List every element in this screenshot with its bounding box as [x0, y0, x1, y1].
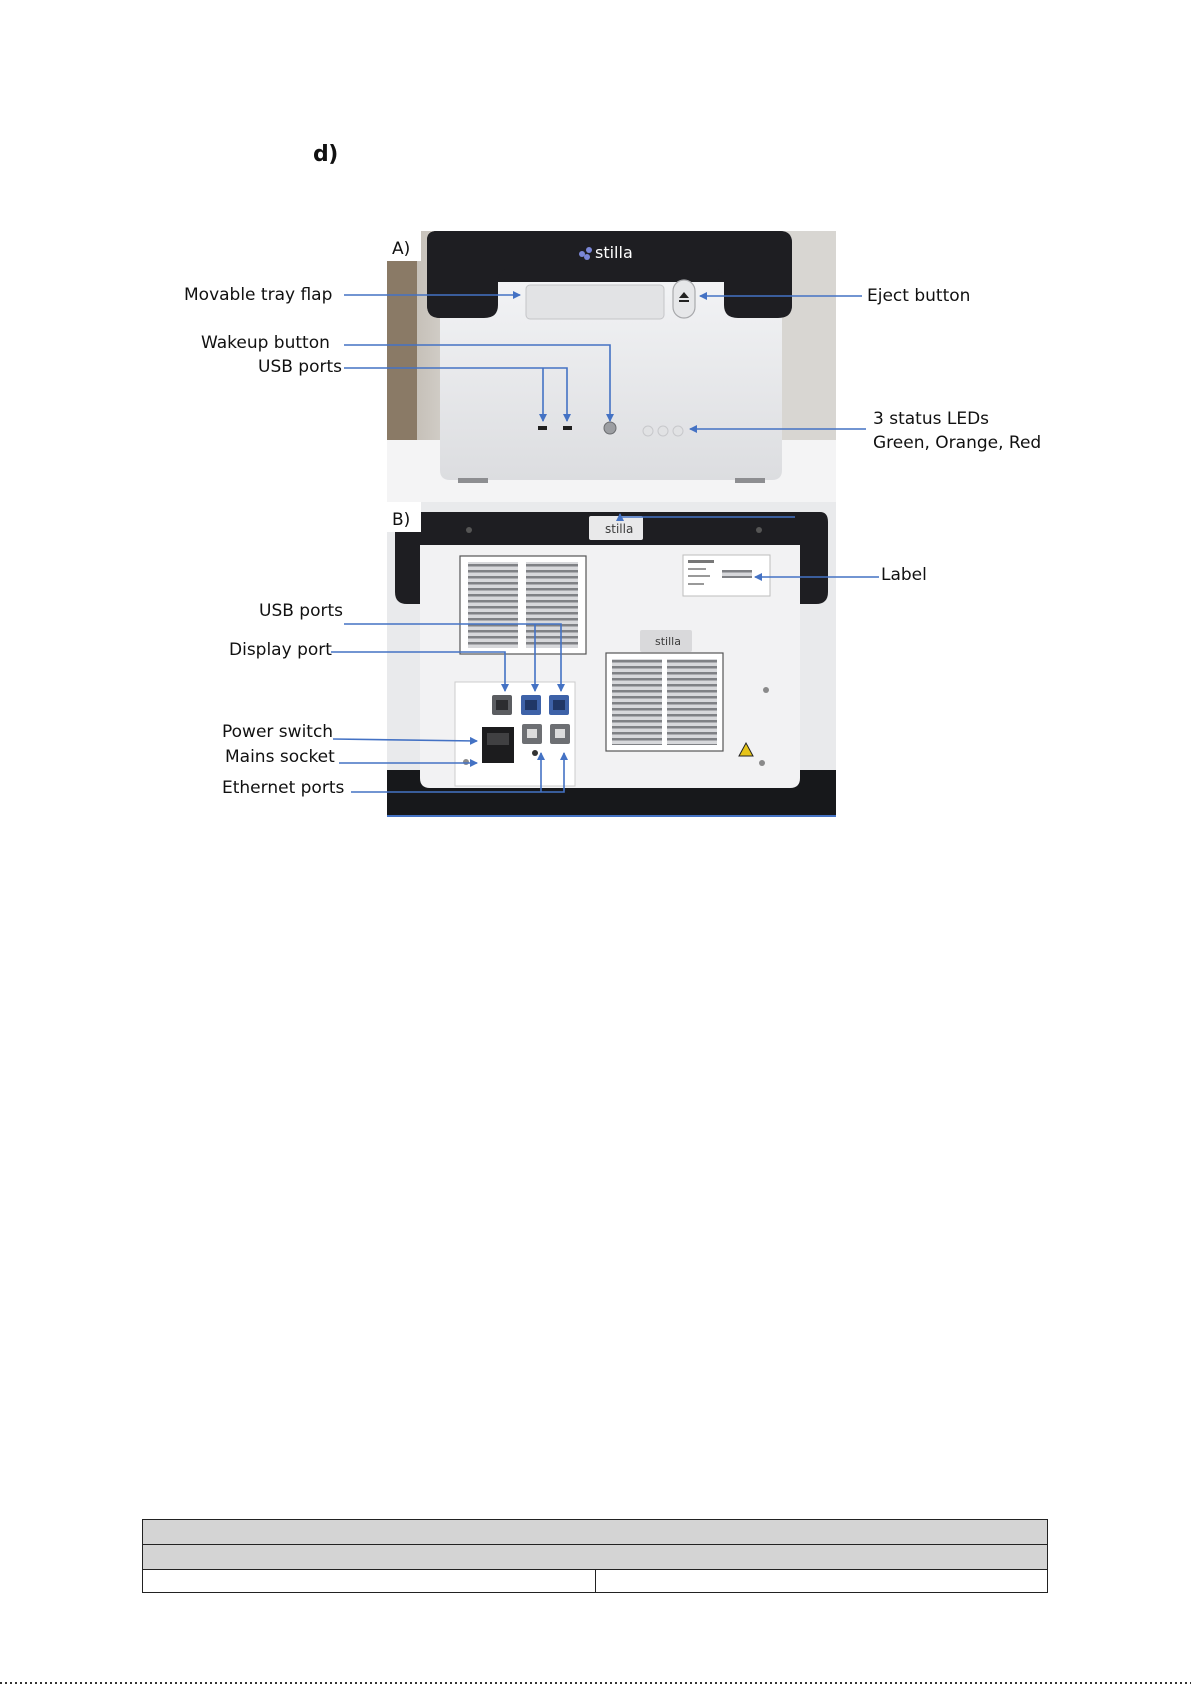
callout-wakeup-button: Wakeup button: [201, 333, 330, 353]
front-brand-text: stilla: [595, 243, 633, 262]
panel-a-photo: [387, 231, 836, 502]
callout-ethernet-ports: Ethernet ports: [222, 778, 345, 798]
panel-b-tag: B): [392, 510, 411, 530]
footer-row-1: [143, 1520, 1048, 1545]
callout-mains-socket: Mains socket: [225, 747, 335, 767]
callout-power-switch: Power switch: [222, 722, 334, 742]
callout-status-leds: 3 status LEDs: [873, 409, 990, 429]
rear-brand-text-top: stilla: [605, 522, 634, 536]
panel-a-tag: A): [392, 239, 411, 259]
callout-display-port: Display port: [229, 640, 332, 660]
page-bottom-border: [0, 1682, 1191, 1684]
footer-table: [142, 1519, 1048, 1593]
section-label: d): [313, 142, 338, 167]
footer-row-3: [143, 1570, 1048, 1593]
callout-usb-ports-rear: USB ports: [259, 601, 344, 621]
callout-status-leds-colors: Green, Orange, Red: [873, 433, 1042, 453]
callout-usb-ports-front: USB ports: [258, 357, 343, 377]
device-figure: [0, 0, 1191, 840]
panel-b-photo: [387, 502, 836, 817]
callout-movable-tray-flap: Movable tray flap: [184, 285, 333, 305]
callout-eject-button: Eject button: [867, 286, 971, 306]
footer-cell-1: [143, 1520, 1048, 1545]
footer-cell-3-right: [595, 1570, 1048, 1593]
footer-cell-2: [143, 1545, 1048, 1570]
rear-brand-text-middle: stilla: [655, 635, 681, 648]
footer-cell-3-left: [143, 1570, 596, 1593]
callout-label: Label: [881, 565, 927, 585]
footer-row-2: [143, 1545, 1048, 1570]
